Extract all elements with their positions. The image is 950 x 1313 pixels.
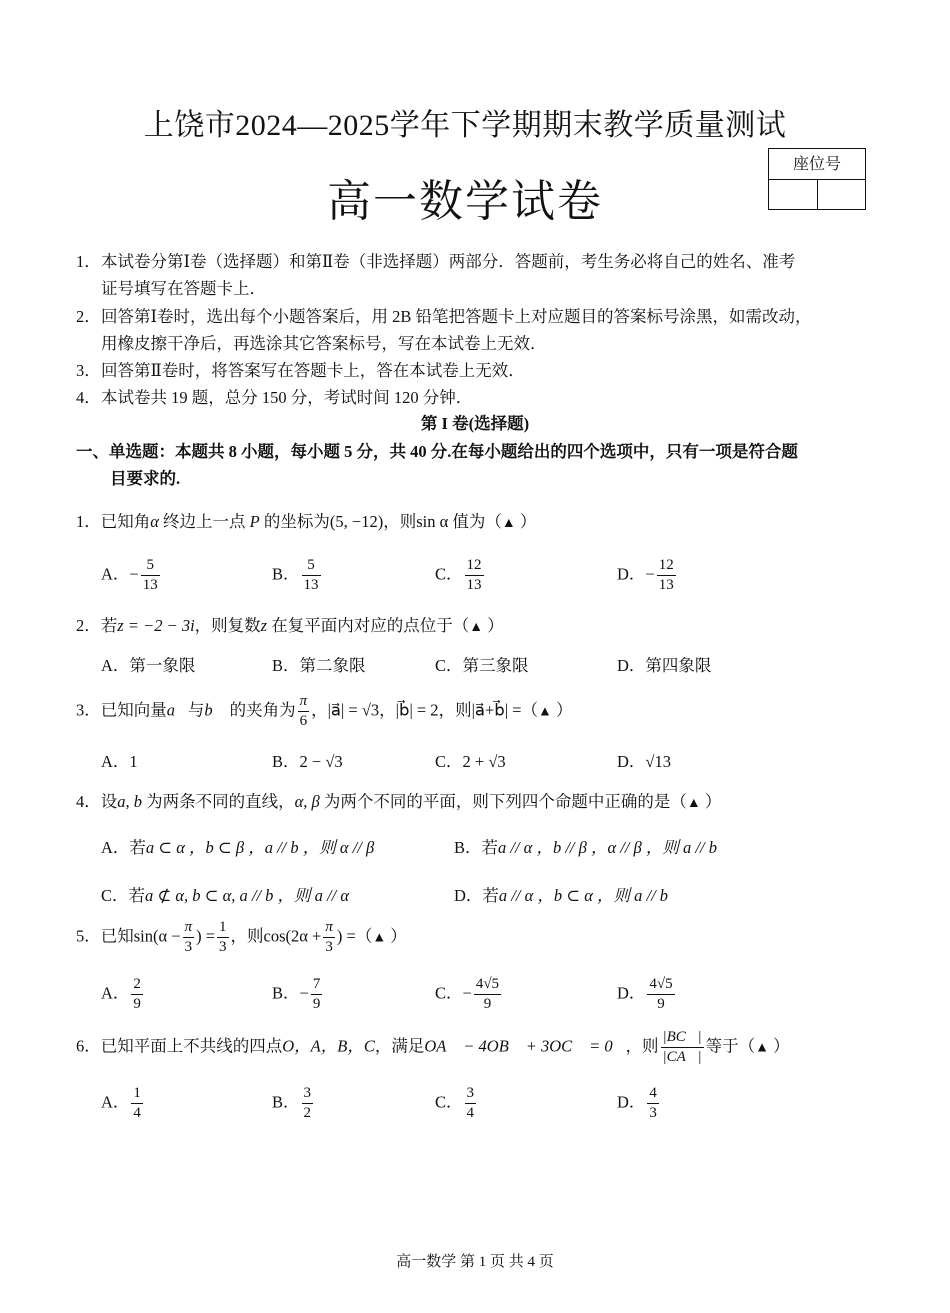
q1-point: P xyxy=(249,512,260,531)
q1-option-b: B． $\frac{5}{13}$ xyxy=(272,557,319,593)
seat-number-label: 座位号 xyxy=(769,149,865,180)
q1-sin: sin α xyxy=(416,512,449,531)
q1-option-a: A．− $\frac{5}{13}$ xyxy=(101,557,158,593)
q6-option-c: C． $\frac{3}{4}$ xyxy=(435,1085,475,1121)
q1-coords: (5, −12) xyxy=(329,512,384,531)
question-5: 5．已知sin(α − $\frac{\pi}{3}$ ) = $\frac{1}{3}$ ，则cos(2α + $\frac{\pi}{3}$ ) =（▲ ） xyxy=(76,919,407,955)
q1-close: ） xyxy=(519,512,537,531)
q3-option-a: A．1 xyxy=(101,752,138,771)
instruction-2-line2: 用橡皮擦干净后，再选涂其它答案标号，写在本试卷上无效． xyxy=(101,334,547,353)
q1-text5: 值为（ xyxy=(448,512,502,531)
q4-option-b: B．若a // α ，b // β ，α // β ，则 a // b xyxy=(454,838,717,857)
instruction-2-line1: 回答第Ⅰ卷时，选出每个小题答案后，用 2B 铅笔把答题卡上对应题目的答案标号涂黑，如需改动， xyxy=(101,307,812,326)
q4-option-d: D．若a // α ，b ⊂ α ，则 a // b xyxy=(454,886,669,905)
part-one-heading: 一、单选题：本题共 8 小题，每小题 5 分，共 40 分.在每小题给出的四个选项中，只有一项是符合题 xyxy=(76,442,798,461)
q6-option-d: D． $\frac{4}{3}$ xyxy=(617,1085,657,1121)
answer-blank-marker: ▲ xyxy=(372,930,387,946)
part-one-heading-line2: 目要求的. xyxy=(110,469,181,488)
instruction-4-num: 4． xyxy=(76,388,101,407)
page-footer: 高一数学 第 1 页 共 4 页 xyxy=(396,1254,554,1270)
instruction-1-line1: 本试卷分第Ⅰ卷（选择题）和第Ⅱ卷（非选择题）两部分．答题前，考生务必将自己的姓名、准考 xyxy=(101,252,796,271)
q1-option-c: C． $\frac{12}{13}$ xyxy=(435,557,482,593)
q2-option-c: C．第三象限 xyxy=(435,656,529,675)
q1-text2: 终边上一点 xyxy=(158,512,250,531)
q1-number: 1． xyxy=(76,512,101,531)
q5-option-a: A． $\frac{2}{9}$ xyxy=(101,976,141,1012)
exam-title: 上饶市2024—2025学年下学期期末教学质量测试 xyxy=(143,109,787,142)
q6-option-b: B． $\frac{3}{2}$ xyxy=(272,1085,312,1121)
section-title: 第 I 卷(选择题) xyxy=(420,414,530,433)
instruction-4-line1: 本试卷共 19 题，总分 150 分，考试时间 120 分钟． xyxy=(101,388,473,407)
q2-option-a: A．第一象限 xyxy=(101,656,196,675)
q3-option-c: C．2 + √3 xyxy=(435,752,506,771)
q2-option-d: D．第四象限 xyxy=(617,656,712,675)
answer-blank-marker: ▲ xyxy=(501,516,516,531)
q1-alpha: α xyxy=(150,512,159,531)
question-3: 3．已知向量a⃗与b⃗ 的夹角为 $\frac{\pi}{6}$ ，|a⃗| = √3，|b⃗| = 2，则|a⃗+b⃗| =（▲ ） xyxy=(76,693,573,729)
q4-option-c: C．若a ⊄ α, b ⊂ α, a // b ，则 a // α xyxy=(101,886,349,905)
question-2: 2．若z = −2 − 3i，则复数z 在复平面内对应的点位于（▲ ） xyxy=(76,616,504,635)
q2-option-b: B．第二象限 xyxy=(272,656,366,675)
seat-number-box xyxy=(768,148,866,210)
q5-option-d: D． $\frac{4√5}{9}$ xyxy=(617,976,673,1012)
instruction-2-num: 2． xyxy=(76,307,101,326)
answer-blank-marker: ▲ xyxy=(538,704,552,720)
q4-option-a: A．若a ⊂ α ，b ⊂ β ，a // b ，则 α // β xyxy=(101,838,375,857)
instruction-1-num: 1． xyxy=(76,252,101,271)
exam-subtitle: 高一数学试卷 xyxy=(327,176,603,227)
q6-option-a: A． $\frac{1}{4}$ xyxy=(101,1085,141,1121)
seat-number-cell xyxy=(769,180,818,209)
q1-option-d: D．− $\frac{12}{13}$ xyxy=(617,557,674,593)
q5-option-b: B．− $\frac{7}{9}$ xyxy=(272,976,321,1012)
answer-blank-marker: ▲ xyxy=(686,796,701,811)
answer-blank-marker: ▲ xyxy=(755,1040,769,1056)
question-6: 6．已知平面上不共线的四点O，A，B，C，满足OA⃗ − 4OB⃗ + 3OC⃗ = 0⃗，则 $\frac{|BC⃗|}{|CA⃗|}$ 等于（▲ ） xyxy=(76,1029,790,1065)
q1-text4: ，则 xyxy=(383,512,417,531)
question-4: 4．设a, b 为两条不同的直线，α, β 为两个不同的平面，则下列四个命题中正确的是（▲ ） xyxy=(76,792,722,811)
q1-text3: 的坐标为 xyxy=(259,512,330,531)
q1-text: 已知角 xyxy=(100,512,151,531)
q3-option-d: D．√13 xyxy=(617,752,671,771)
answer-blank-marker: ▲ xyxy=(469,620,484,635)
instruction-3-line1: 回答第Ⅱ卷时，将答案写在答题卡上，答在本试卷上无效． xyxy=(101,361,525,380)
q5-option-c: C．− $\frac{4√5}{9}$ xyxy=(435,976,500,1012)
q3-option-b: B．2 − √3 xyxy=(272,752,343,771)
question-1 xyxy=(76,508,536,532)
instruction-1-line2: 证号填写在答题卡上． xyxy=(101,279,266,298)
instruction-3-num: 3． xyxy=(76,361,101,380)
